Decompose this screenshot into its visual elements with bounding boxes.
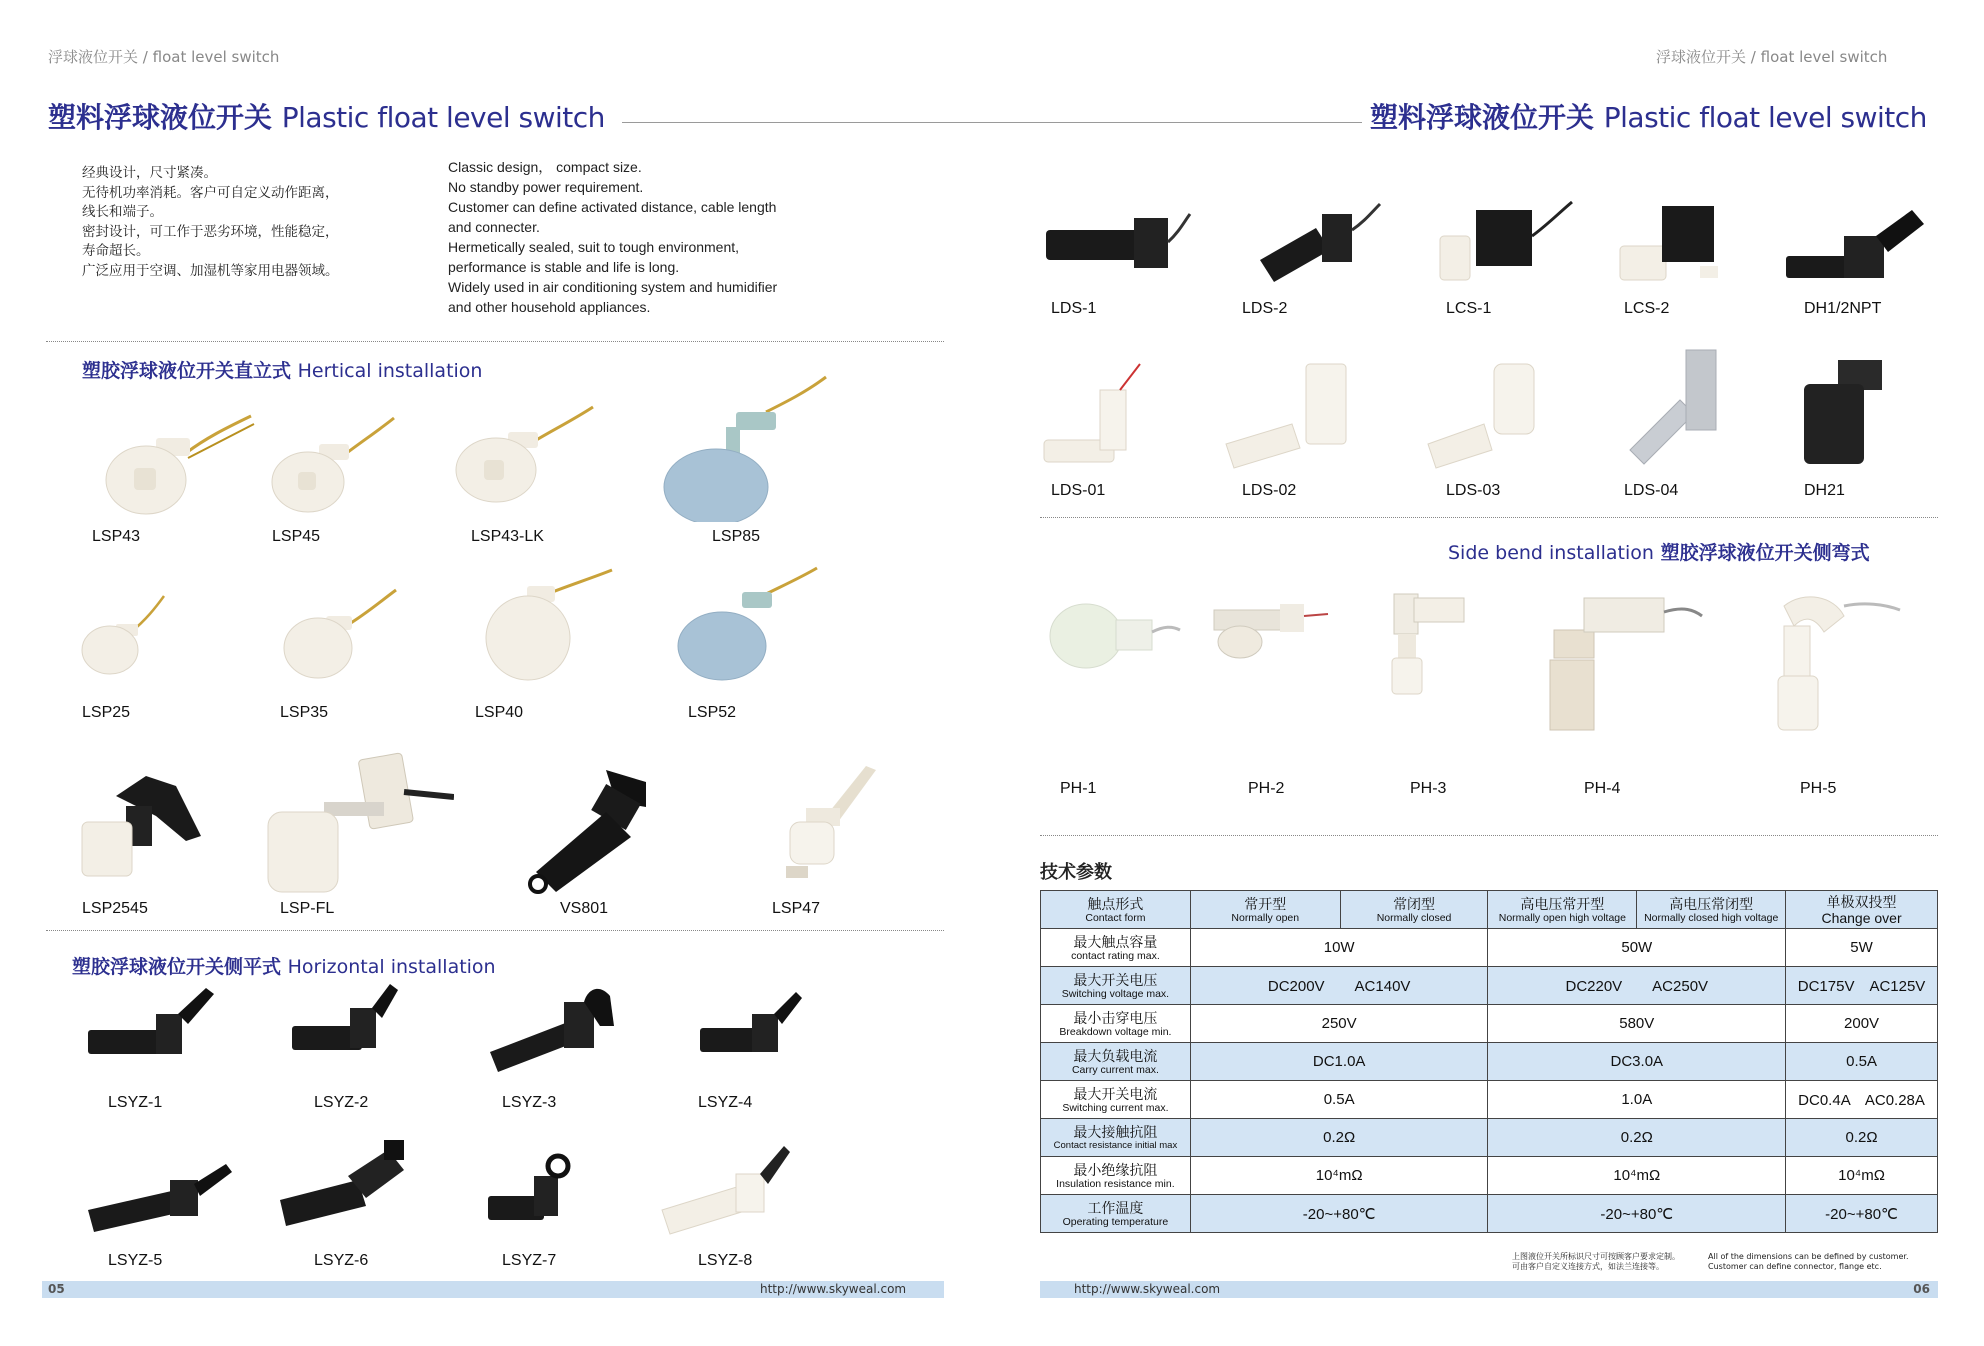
product-image-lsyz-8 bbox=[660, 1140, 800, 1240]
product-image-ph-4 bbox=[1544, 590, 1704, 740]
note-line: All of the dimensions can be defined by customer. bbox=[1708, 1252, 1909, 1261]
header-cell: 高电压常闭型 Normally closed high voltage bbox=[1637, 891, 1786, 929]
product-label: PH-4 bbox=[1584, 780, 1621, 797]
value-cell: DC200V AC140V bbox=[1190, 967, 1488, 1005]
value-cell: DC0.4A AC0.28A bbox=[1786, 1081, 1938, 1119]
product-image-lsyz-4 bbox=[698, 984, 808, 1064]
value-cell: -20~+80℃ bbox=[1488, 1195, 1786, 1233]
product-label: PH-2 bbox=[1248, 780, 1285, 797]
section-title-cn: 塑胶浮球液位开关侧平式 bbox=[72, 956, 282, 978]
product-image-lds-1 bbox=[1044, 212, 1194, 282]
param-cell: 最小击穿电压 Breakdown voltage min. bbox=[1041, 1005, 1191, 1043]
product-label: LSYZ-8 bbox=[698, 1252, 753, 1269]
spec-row bbox=[1041, 1005, 1938, 1043]
breadcrumb-sep: / bbox=[1750, 48, 1756, 66]
product-image-lsp47 bbox=[766, 756, 886, 886]
spec-header-row bbox=[1041, 891, 1938, 929]
breadcrumb-en: float level switch bbox=[1760, 48, 1888, 66]
desc-line: Widely used in air conditioning system and humidifier bbox=[448, 279, 778, 295]
page-number: 06 bbox=[1913, 1282, 1930, 1296]
product-image-vs801 bbox=[516, 762, 676, 902]
value-cell: 0.2Ω bbox=[1190, 1119, 1488, 1157]
product-image-lsp52 bbox=[672, 566, 822, 686]
desc-line: Customer can define activated distance, cable length bbox=[448, 199, 777, 215]
product-label: LDS-1 bbox=[1051, 300, 1097, 317]
value-cell: 10⁴mΩ bbox=[1190, 1157, 1488, 1195]
breadcrumb-left bbox=[48, 46, 279, 67]
product-label: LSYZ-1 bbox=[108, 1094, 163, 1111]
page-title-left bbox=[48, 96, 605, 136]
spec-row bbox=[1041, 1043, 1938, 1081]
param-cell: 最大触点容量 contact rating max. bbox=[1041, 929, 1191, 967]
divider bbox=[46, 930, 944, 931]
product-label: LSYZ-5 bbox=[108, 1252, 163, 1269]
spec-title: 技术参数 bbox=[1040, 862, 1112, 883]
product-label: LSYZ-7 bbox=[502, 1252, 557, 1269]
header-cell: 常开型 Normally open bbox=[1190, 891, 1340, 929]
header-cell: 常闭型 Normally closed bbox=[1340, 891, 1488, 929]
note-cn bbox=[1512, 1252, 1680, 1272]
product-image-ph-1 bbox=[1046, 596, 1182, 676]
value-cell: 10⁴mΩ bbox=[1786, 1157, 1938, 1195]
value-cell: DC3.0A bbox=[1488, 1043, 1786, 1081]
footer-url[interactable]: http://www.skyweal.com bbox=[1074, 1282, 1221, 1296]
product-image-lds-03 bbox=[1424, 354, 1554, 474]
product-image-lsp43-lk bbox=[448, 402, 598, 512]
desc-line: 无待机功率消耗。客户可自定义动作距离， bbox=[82, 184, 339, 201]
value-cell: 250V bbox=[1190, 1005, 1488, 1043]
product-label: LSYZ-4 bbox=[698, 1094, 753, 1111]
footer-url[interactable]: http://www.skyweal.com bbox=[760, 1282, 907, 1296]
product-image-dh1-2npt bbox=[1784, 200, 1934, 290]
param-cell: 最大开关电压 Switching voltage max. bbox=[1041, 967, 1191, 1005]
title-en: Plastic float level switch bbox=[1603, 101, 1927, 134]
product-image-lsp85 bbox=[656, 372, 836, 522]
value-cell: -20~+80℃ bbox=[1786, 1195, 1938, 1233]
product-image-lsyz-3 bbox=[488, 982, 618, 1072]
description-en bbox=[448, 157, 848, 317]
value-cell: 0.5A bbox=[1190, 1081, 1488, 1119]
product-image-lsyz-2 bbox=[290, 982, 400, 1062]
value-cell: 10W bbox=[1190, 929, 1488, 967]
product-image-ph-3 bbox=[1384, 588, 1494, 708]
section-title-vertical bbox=[82, 356, 482, 383]
product-image-lsp25 bbox=[76, 592, 176, 682]
title-en: Plastic float level switch bbox=[281, 101, 605, 134]
product-label: VS801 bbox=[560, 900, 609, 917]
section-title-side bbox=[1448, 538, 1870, 565]
spec-row bbox=[1041, 967, 1938, 1005]
param-cell: 最大负载电流 Carry current max. bbox=[1041, 1043, 1191, 1081]
desc-line: 广泛应用于空调、加湿机等家用电器领域。 bbox=[82, 262, 339, 279]
section-title-en: Side bend installation bbox=[1448, 542, 1654, 564]
value-cell: 1.0A bbox=[1488, 1081, 1786, 1119]
product-label: LDS-03 bbox=[1446, 482, 1501, 499]
desc-line: and other household appliances. bbox=[448, 299, 651, 315]
spec-row bbox=[1041, 1119, 1938, 1157]
product-image-lsp43 bbox=[96, 408, 256, 518]
product-image-lsyz-6 bbox=[278, 1136, 418, 1236]
breadcrumb-cn: 浮球液位开关 bbox=[48, 48, 139, 66]
value-cell: DC1.0A bbox=[1190, 1043, 1488, 1081]
product-label: PH-5 bbox=[1800, 780, 1837, 797]
product-label: PH-1 bbox=[1060, 780, 1097, 797]
param-cell: 最大接触抗阻 Contact resistance initial max bbox=[1041, 1119, 1191, 1157]
product-image-dh21 bbox=[1798, 354, 1908, 474]
spec-row bbox=[1041, 1157, 1938, 1195]
title-cn: 塑料浮球液位开关 bbox=[48, 101, 273, 134]
value-cell: DC175V AC125V bbox=[1786, 967, 1938, 1005]
breadcrumb-sep: / bbox=[142, 48, 148, 66]
section-title-horizontal bbox=[72, 952, 496, 979]
product-label: LSP43-LK bbox=[471, 528, 544, 545]
product-image-lsyz-1 bbox=[86, 984, 216, 1064]
product-image-lcs-2 bbox=[1616, 196, 1736, 286]
page-number: 05 bbox=[48, 1282, 65, 1296]
product-image-lsyz-7 bbox=[486, 1146, 586, 1236]
product-label: LSP35 bbox=[280, 704, 329, 721]
product-image-lsp2545 bbox=[76, 766, 206, 896]
product-image-lds-2 bbox=[1256, 200, 1386, 290]
desc-line: Hermetically sealed, suit to tough environment, bbox=[448, 239, 740, 255]
title-cn: 塑料浮球液位开关 bbox=[1370, 101, 1595, 134]
header-cell: 触点形式 Contact form bbox=[1041, 891, 1191, 929]
footer-bar-left bbox=[42, 1281, 944, 1298]
section-title-cn: 塑胶浮球液位开关直立式 bbox=[82, 360, 292, 382]
product-label: LDS-04 bbox=[1624, 482, 1679, 499]
value-cell: 5W bbox=[1786, 929, 1938, 967]
value-cell: 580V bbox=[1488, 1005, 1786, 1043]
desc-line: No standby power requirement. bbox=[448, 179, 644, 195]
product-image-lsp35 bbox=[276, 586, 406, 686]
product-label: LCS-2 bbox=[1624, 300, 1670, 317]
desc-line: Classic design， compact size. bbox=[448, 159, 642, 175]
product-label: LSP47 bbox=[772, 900, 821, 917]
product-image-lcs-1 bbox=[1436, 196, 1576, 286]
product-image-lds-02 bbox=[1222, 354, 1362, 474]
product-label: LSP40 bbox=[475, 704, 524, 721]
product-label: PH-3 bbox=[1410, 780, 1447, 797]
product-image-lsp40 bbox=[472, 566, 622, 686]
product-label: LSYZ-3 bbox=[502, 1094, 557, 1111]
param-cell: 工作温度 Operating temperature bbox=[1041, 1195, 1191, 1233]
product-label: LDS-01 bbox=[1051, 482, 1106, 499]
value-cell: 50W bbox=[1488, 929, 1786, 967]
param-cell: 最大开关电流 Switching current max. bbox=[1041, 1081, 1191, 1119]
product-image-lds-04 bbox=[1620, 340, 1750, 470]
desc-line: 线长和端子。 bbox=[82, 204, 163, 220]
note-line: 可由客户自定义连接方式，如法兰连接等。 bbox=[1512, 1262, 1664, 1271]
spec-table bbox=[1040, 890, 1938, 1233]
product-label: LSP2545 bbox=[82, 900, 148, 917]
product-label: LSP43 bbox=[92, 528, 141, 545]
value-cell: 0.2Ω bbox=[1488, 1119, 1786, 1157]
title-rule bbox=[622, 122, 1362, 123]
header-cell: 高电压常开型 Normally open high voltage bbox=[1488, 891, 1637, 929]
section-title-en: Hertical installation bbox=[297, 360, 483, 382]
spec-row bbox=[1041, 1081, 1938, 1119]
page-title-right bbox=[1370, 96, 1927, 136]
description-cn bbox=[82, 164, 402, 281]
product-label: LSP-FL bbox=[280, 900, 335, 917]
value-cell: 0.2Ω bbox=[1786, 1119, 1938, 1157]
note-en bbox=[1708, 1252, 1908, 1272]
divider bbox=[1040, 517, 1938, 518]
spec-row bbox=[1041, 929, 1938, 967]
spec-row bbox=[1041, 1195, 1938, 1233]
desc-line: 经典设计，尺寸紧凑。 bbox=[82, 165, 217, 181]
value-cell: DC220V AC250V bbox=[1488, 967, 1786, 1005]
product-image-ph-2 bbox=[1210, 596, 1330, 666]
breadcrumb-en: float level switch bbox=[152, 48, 280, 66]
product-image-lds-01 bbox=[1040, 360, 1160, 470]
value-cell: -20~+80℃ bbox=[1190, 1195, 1488, 1233]
product-label: LSP45 bbox=[272, 528, 321, 545]
desc-line: 密封设计，可工作于恶劣环境，性能稳定， bbox=[82, 223, 339, 240]
product-image-lsyz-5 bbox=[86, 1150, 236, 1240]
desc-line: performance is stable and life is long. bbox=[448, 259, 680, 275]
note-line: Customer can define connector, flange etc. bbox=[1708, 1262, 1882, 1271]
value-cell: 10⁴mΩ bbox=[1488, 1157, 1786, 1195]
breadcrumb-right bbox=[1656, 46, 1887, 67]
note-line: 上图液位开关所标识尺寸可按顾客户要求定制。 bbox=[1512, 1252, 1680, 1261]
product-label: LCS-1 bbox=[1446, 300, 1492, 317]
product-label: DH1/2NPT bbox=[1804, 300, 1882, 317]
section-title-en: Horizontal installation bbox=[287, 956, 496, 978]
breadcrumb-cn: 浮球液位开关 bbox=[1656, 48, 1747, 66]
divider bbox=[1040, 835, 1938, 836]
divider bbox=[46, 341, 944, 342]
footer-bar-right bbox=[1040, 1281, 1938, 1298]
product-label: LDS-2 bbox=[1242, 300, 1288, 317]
value-cell: 200V bbox=[1786, 1005, 1938, 1043]
desc-line: and connecter. bbox=[448, 219, 540, 235]
section-title-cn: 塑胶浮球液位开关侧弯式 bbox=[1660, 542, 1870, 564]
product-image-lsp-fl bbox=[264, 752, 454, 902]
value-cell: 0.5A bbox=[1786, 1043, 1938, 1081]
product-image-lsp45 bbox=[264, 410, 404, 520]
header-cell: 单极双投型 Change over bbox=[1786, 891, 1938, 929]
product-label: LSP52 bbox=[688, 704, 737, 721]
desc-line: 寿命超长。 bbox=[82, 243, 150, 259]
param-cell: 最小绝缘抗阻 Insulation resistance min. bbox=[1041, 1157, 1191, 1195]
product-label: LDS-02 bbox=[1242, 482, 1297, 499]
product-image-ph-5 bbox=[1764, 586, 1904, 746]
product-label: LSP85 bbox=[712, 528, 761, 545]
product-label: LSYZ-6 bbox=[314, 1252, 369, 1269]
product-label: DH21 bbox=[1804, 482, 1845, 499]
product-label: LSYZ-2 bbox=[314, 1094, 369, 1111]
product-label: LSP25 bbox=[82, 704, 131, 721]
